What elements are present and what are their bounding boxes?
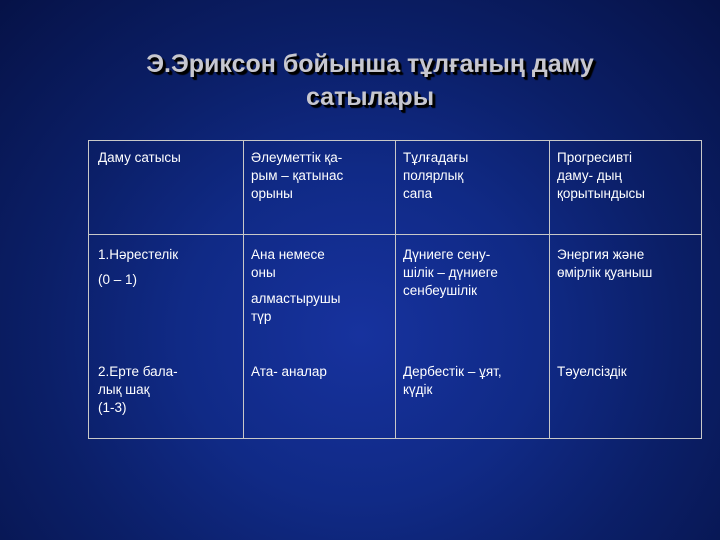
- row1-quality: Дүниеге сену- шілік – дүниеге сенбеушілік: [403, 247, 498, 298]
- column-divider: [549, 141, 550, 438]
- header-progressive-result: Прогресивті даму- дың қорытындысы: [557, 150, 646, 201]
- title-line-1: Э.Эриксон бойынша тұлғаның даму: [146, 50, 594, 78]
- header-social-relation: Әлеуметтік қа- рым – қатынас орыны: [251, 150, 344, 201]
- header-polar-quality: Тұлғадағы полярлық сапа: [403, 150, 469, 201]
- header-row-divider: [89, 234, 701, 235]
- column-divider: [243, 141, 244, 438]
- row2-quality: Дербестік – ұят, күдік: [403, 364, 502, 397]
- row1-result: Энергия және өмірлік қуаныш: [557, 247, 653, 280]
- stages-table: [88, 140, 702, 439]
- row1-relation-part1: Ана немесе оны: [251, 247, 325, 280]
- row1-relation-part2: алмастырушы түр: [251, 291, 341, 324]
- slide-title: [20, 48, 720, 114]
- row2-relation: Ата- аналар: [251, 364, 327, 379]
- row1-stage-age: (0 – 1): [98, 272, 138, 287]
- row2-stage: 2.Ерте бала- лық шақ (1-3): [98, 364, 178, 415]
- row1-stage-name: 1.Нәрестелік: [98, 247, 179, 262]
- column-divider: [395, 141, 396, 438]
- header-development-stage: Даму сатысы: [98, 150, 181, 165]
- title-line-2: сатылары: [305, 83, 435, 111]
- row2-result: Тәуелсіздік: [557, 364, 627, 379]
